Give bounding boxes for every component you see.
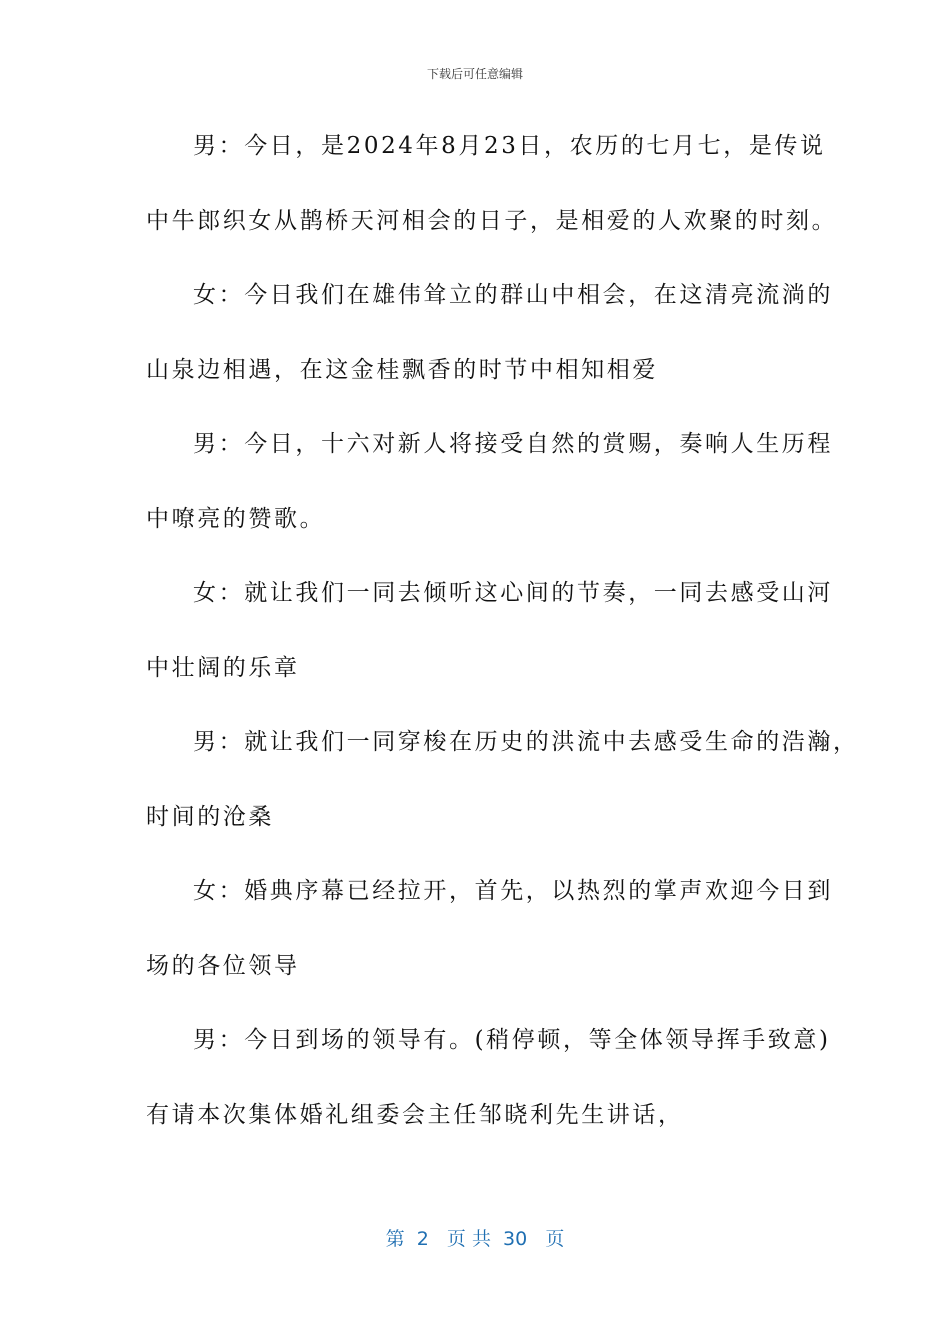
paragraph-line: 中嘹亮的赞歌。 [146,505,326,532]
paragraph-line: 中牛郎织女从鹊桥天河相会的日子，是相爱的人欢聚的时刻。 [146,207,838,234]
paragraph-line: 男：今日，是2024年8月23日，农历的七月七，是传说 [193,133,826,159]
paragraph-line: 时间的沧桑 [146,803,274,830]
paragraph-line: 女：就让我们一同去倾听这心间的节奏，一同去感受山河 [193,580,833,606]
paragraph-line: 女：婚典序幕已经拉开，首先，以热烈的掌声欢迎今日到 [193,878,833,904]
document-body [146,121,859,1164]
page-number-footer: 第 2 页 共 30 页 [385,1228,565,1250]
paragraph-line: 男：今日，十六对新人将接受自然的赏赐，奏响人生历程 [193,431,833,457]
paragraph-line: 男：今日到场的领导有。(稍停顿，等全体领导挥手致意) [193,1027,831,1053]
paragraph-line: 有请本次集体婚礼组委会主任邹晓利先生讲话， [146,1101,684,1128]
paragraph-line: 场的各位领导 [146,952,300,979]
paragraph-line: 女：今日我们在雄伟耸立的群山中相会，在这清亮流淌的 [193,282,833,308]
paragraph-line: 山泉边相遇，在这金桂飘香的时节中相知相爱 [146,356,658,383]
paragraph-line: 男：就让我们一同穿梭在历史的洪流中去感受生命的浩瀚， [193,729,859,755]
page-header: 下载后可任意编辑 [426,67,523,81]
paragraph-line: 中壮阔的乐章 [146,654,300,681]
